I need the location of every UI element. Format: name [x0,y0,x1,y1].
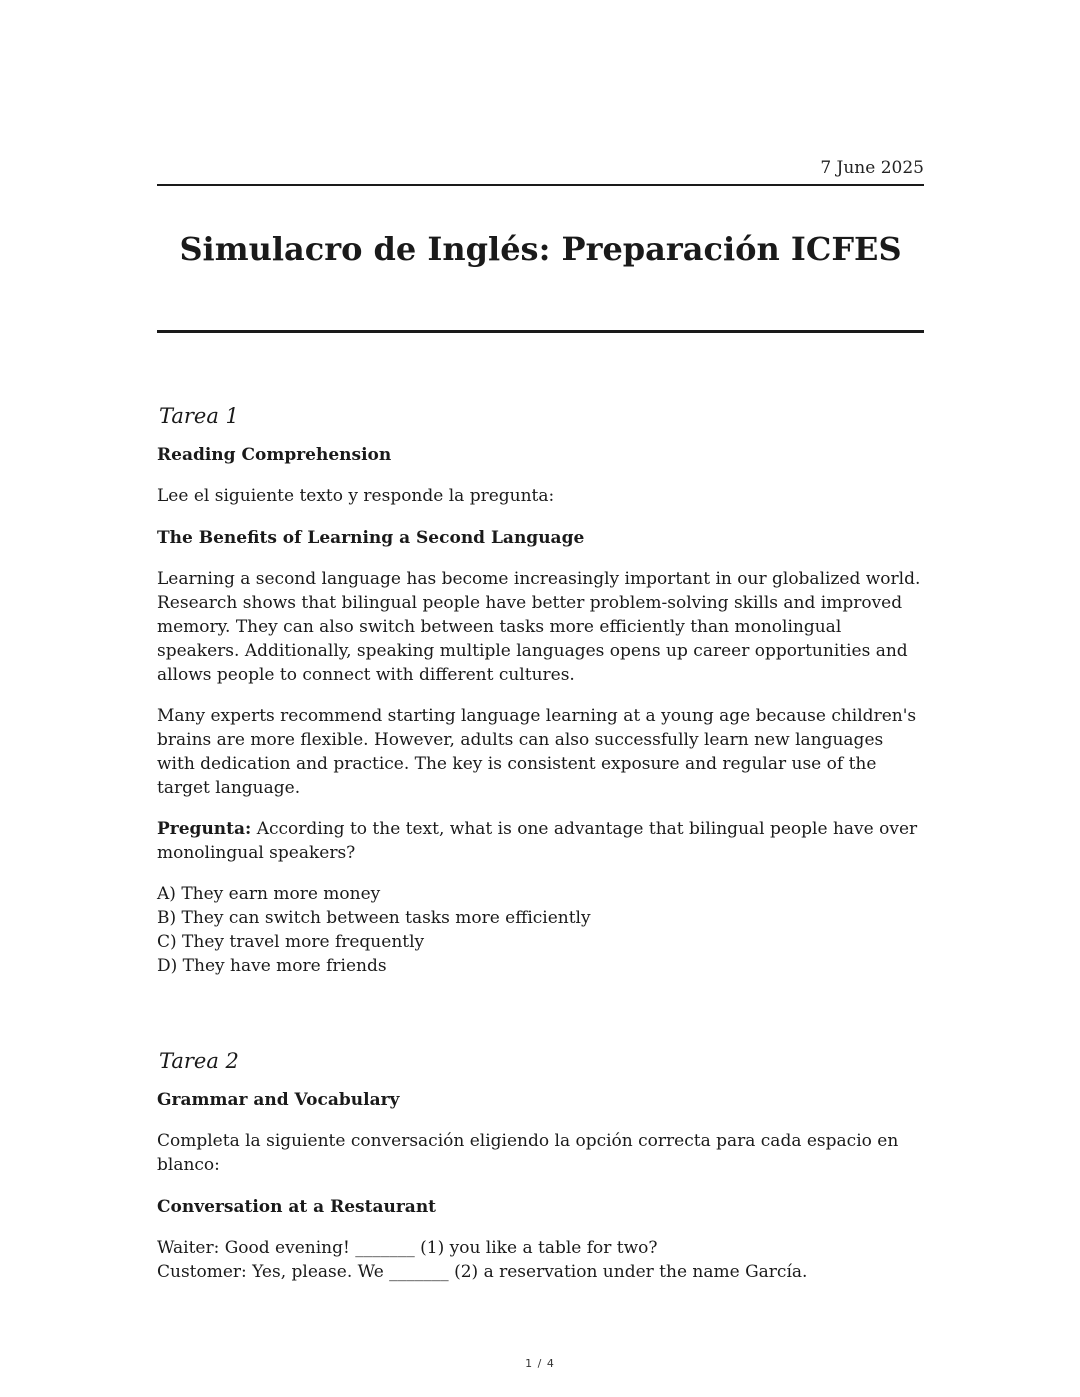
task-1-paragraph-2: Many experts recommend starting language learning at a young age because children's brains are more flexible. However, adults can also successfully learn new languages with dedication and practice. The key is consistent exposure and regular use of the target language. [157,706,917,798]
task-1-paragraph-1: Learning a second language has become increasingly important in our globalized world. Research shows that bilingual people have better problem-solving skills and improved memory. They can also switch between tasks more efficiently than monolingual speakers. Additionally, speaking multiple languages opens up career opportunities and allows people to connect with different cultures. [157,569,921,685]
task-2-text-title: Conversation at a Restaurant [157,1197,437,1217]
task-2-conversation [157,1236,924,1284]
page-indicator: 1 / 4 [525,1357,555,1370]
conversation-line-1: Waiter: Good evening! _______ (1) you like a table for two? [157,1238,658,1258]
header-rule [157,184,924,186]
conversation-line-2: Customer: Yes, please. We _______ (2) a reservation under the name García. [157,1262,808,1282]
task-1-question [157,817,924,865]
task-2-heading: Tarea 2 [159,1049,239,1073]
option-b: B) They can switch between tasks more efficiently [157,908,591,928]
header-date: 7 June 2025 [820,158,924,178]
question-label: Pregunta: [157,819,252,839]
task-1-section [157,402,924,978]
option-d: D) They have more friends [157,956,387,976]
task-2-instruction: Completa la siguiente conversación eligiendo la opción correcta para cada espacio en blanco: [157,1131,899,1175]
question-text: According to the text, what is one advantage that bilingual people have over monolingual speakers? [157,819,918,863]
title-rule [157,330,924,333]
option-c: C) They travel more frequently [157,932,425,952]
option-a: A) They earn more money [157,884,381,904]
task-1-subheading: Reading Comprehension [157,445,392,465]
task-1-text-title: The Benefits of Learning a Second Language [157,528,585,548]
task-2-section [157,1047,924,1284]
task-1-instruction: Lee el siguiente texto y responde la pregunta: [157,486,555,506]
task-2-subheading: Grammar and Vocabulary [157,1090,400,1110]
document-title: Simulacro de Inglés: Preparación ICFES [179,230,902,268]
task-1-options [157,882,924,978]
task-1-heading: Tarea 1 [159,404,239,428]
